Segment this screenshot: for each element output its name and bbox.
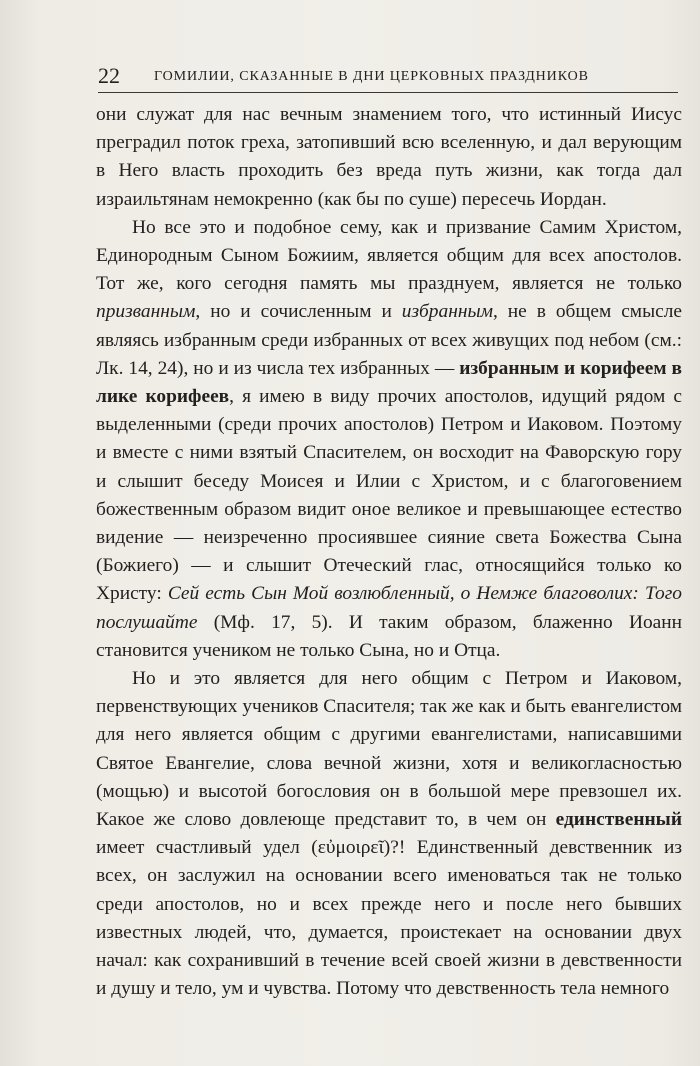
running-header	[98, 60, 678, 93]
bold-word: единственный	[555, 809, 682, 831]
text-span: , не в общем смысле являясь избранным среди избранных от всех живущих под небом (см.: Лк. 14, 24), но и из числа тех избранных —	[96, 301, 682, 379]
text-span: (Мф. 17, 5). И таким образом, блаженно Иоанн становится учеником не только Сына, но и Отца.	[96, 611, 682, 661]
text-span: , я имею в виду прочих апостолов, идущий рядом с выделенными (среди прочих апостолов) Петром и Иаковом. Поэтому и вместе с ними взятый Спасителем, он восходит на Фаворскую гору и слышит беседу Моисея и Илии с Христом, и с благоговением божественным образом видит оное великое и превышающее естество видение — неизреченно просиявшее сияние света Божества Сына (Божиего) — и слышит Отеческий глас, относящийся только ко Христу:	[96, 386, 683, 605]
italic-term-called: призванным	[96, 301, 196, 323]
paragraph-2	[96, 214, 682, 665]
text-span: они служат для нас вечным знамением того, что истинный Иисус преградил поток греха, затопивший всю вселенную, и дал верующим в Него власть проходить без вреда путь жизни, как тогда дал израильтянам немокренно (как бы по суше) пересечь Иордан.	[96, 104, 682, 210]
paragraph-1	[96, 101, 682, 214]
bold-phrase: избранным и корифеем в лике корифеев	[96, 357, 682, 408]
text-span: Но и это является для него общим с Петром и Иаковом, первенствующих учеников Спасителя; так же как и быть евангелистом для него является общим с другими евангелистами, написавшими Святое Евангелие, слова вечной жизни, хотя и великогласностью (мощью) и высотой богословия он в большой мере превзошел их. Какое же слово довлеюще представит то, в чем он	[96, 668, 682, 831]
running-title: ГОМИЛИИ, СКАЗАННЫЕ В ДНИ ЦЕРКОВНЫХ ПРАЗДНИКОВ	[154, 69, 589, 84]
text-span: Но все это и подобное сему, как и призвание Самим Христом, Единородным Сыном Божиим, является общим для всех апостолов. Тот же, кого сегодня память мы празднуем, является не только	[96, 216, 682, 295]
page-number: 22	[98, 63, 120, 88]
text-span: , но и сочисленным и	[195, 301, 402, 323]
paragraph-3	[96, 665, 682, 1003]
italic-quote: Сей есть Сын Мой возлюбленный, о Немже благоволих: Того послушайте	[96, 583, 682, 633]
body-text	[96, 101, 682, 1004]
text-span: имеет счастливый удел (εὐμοιρεῖ)?! Единственный девственник из всех, он заслужил на основании всего именоваться так не только среди апостолов, но и всех прежде него и после него бывших известных людей, что, думается, проистекает на основании двух начал: как сохранивший в течение всей своей жизни в девственности и душу и тело, ум и чувства. Потому что девственность тела немного	[96, 837, 682, 1000]
italic-term-chosen: избранным	[401, 301, 493, 323]
